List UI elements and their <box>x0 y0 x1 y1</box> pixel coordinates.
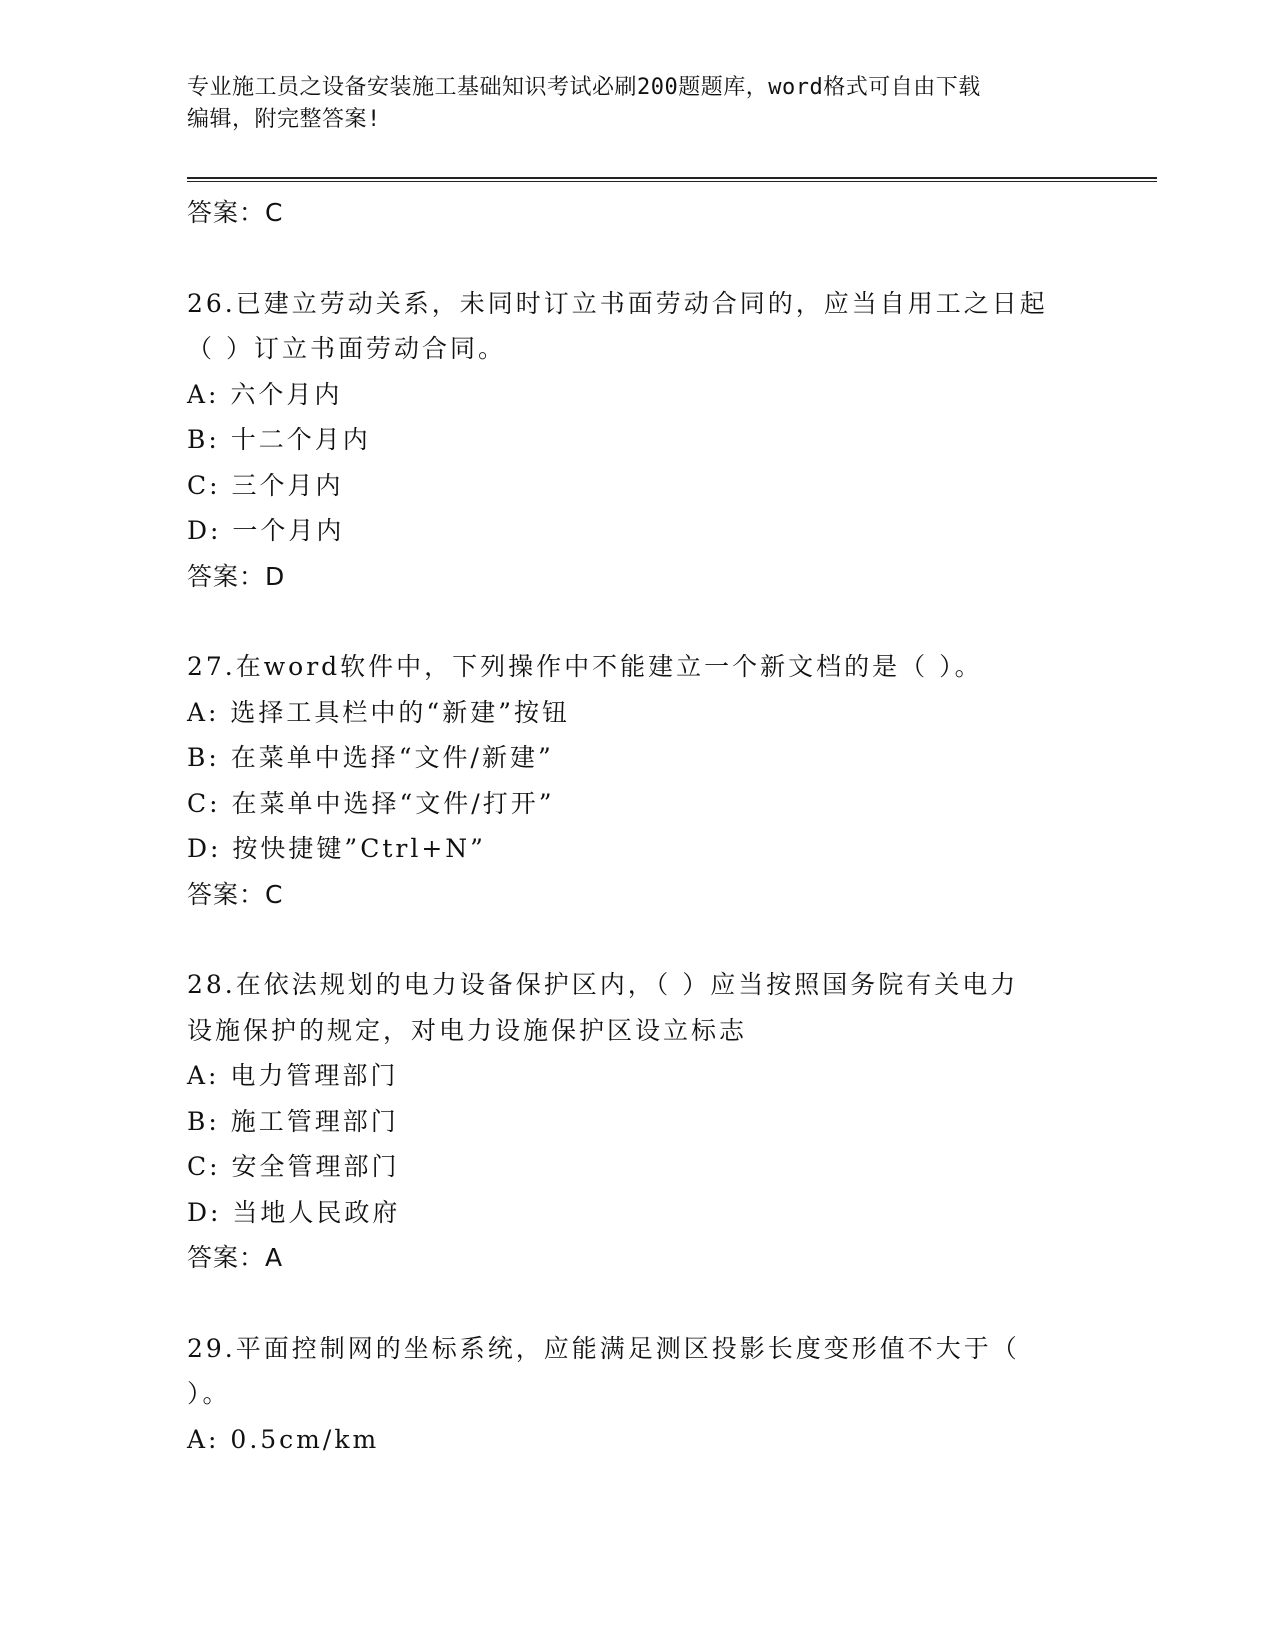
option-c: C: 安全管理部门 <box>187 1152 400 1181</box>
question-text: 28.在依法规划的电力设备保护区内，（ ）应当按照国务院有关电力 <box>187 970 1019 999</box>
question-text: 29.平面控制网的坐标系统，应能满足测区投影长度变形值不大于（ <box>187 1333 1020 1363</box>
option-b: B: 施工管理部门 <box>187 1106 399 1136</box>
question-text-continued: ）。 <box>187 1379 231 1408</box>
option-d: D: 按快捷键”Ctrl+N” <box>187 834 486 863</box>
answer-label: 答案：D <box>187 561 286 591</box>
question-28 <box>187 962 1087 1281</box>
option-d: D: 当地人民政府 <box>187 1197 401 1227</box>
question-list <box>187 190 1087 1462</box>
answer-label: 答案：A <box>187 1243 284 1272</box>
option-c: C: 三个月内 <box>187 470 344 500</box>
question-29 <box>187 1326 1087 1463</box>
answer-label: 答案：C <box>187 198 284 227</box>
option-a: A: 六个月内 <box>187 379 343 409</box>
option-d: D: 一个月内 <box>187 516 345 545</box>
option-b: B: 十二个月内 <box>187 425 371 454</box>
option-a: A: 0.5cm/km <box>187 1424 380 1454</box>
header-title-line-2: 编辑，附完整答案! <box>187 107 381 132</box>
question-text: 26.已建立劳动关系，未同时订立书面劳动合同的，应当自用工之日起 <box>187 288 1048 318</box>
question-26 <box>187 281 1087 600</box>
option-a: A: 选择工具栏中的“新建”按钮 <box>187 697 570 727</box>
question-text: 27.在word软件中，下列操作中不能建立一个新文档的是（ ）。 <box>187 652 983 681</box>
option-b: B: 在菜单中选择“文件/新建” <box>187 743 554 772</box>
header-divider <box>187 177 1157 182</box>
answer-label: 答案：C <box>187 879 284 909</box>
option-a: A: 电力管理部门 <box>187 1061 399 1090</box>
question-27 <box>187 644 1087 917</box>
question-text-continued: 设施保护的规定，对电力设施保护区设立标志 <box>187 1015 748 1045</box>
question-text-continued: （ ）订立书面劳动合同。 <box>187 334 506 363</box>
header-title-line-1: 专业施工员之设备安装施工基础知识考试必刷200题题库，word格式可自由下载 <box>187 75 981 100</box>
document-header <box>187 72 1067 136</box>
option-c: C: 在菜单中选择“文件/打开” <box>187 788 555 818</box>
